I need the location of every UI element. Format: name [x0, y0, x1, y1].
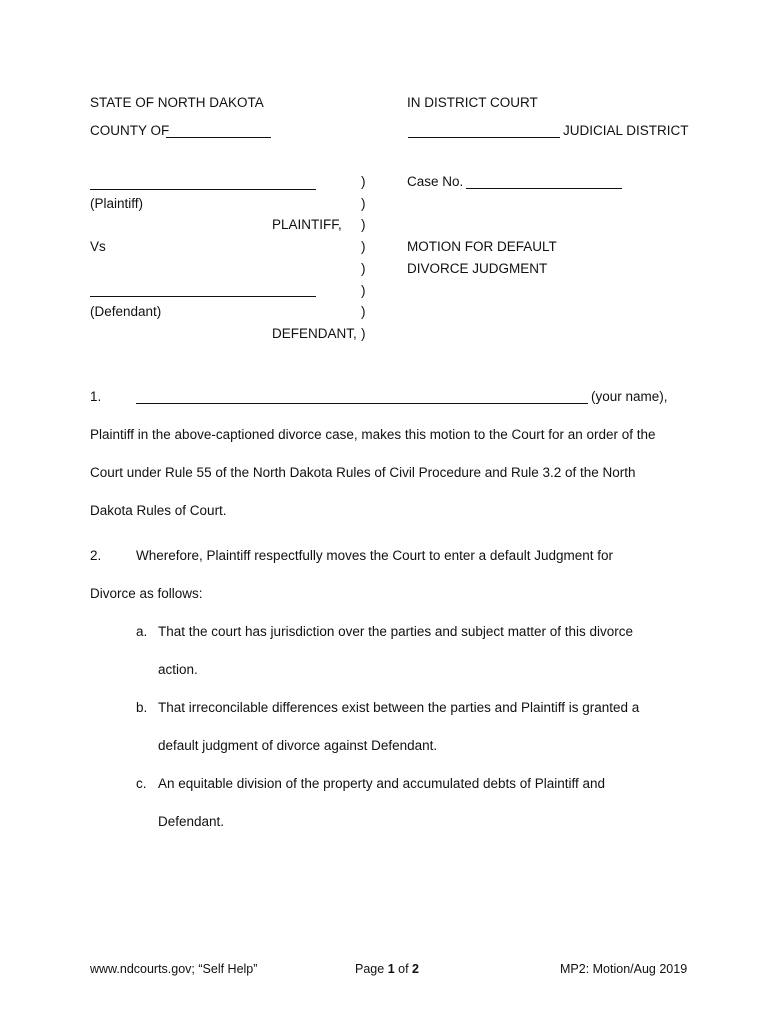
- plaintiff-name-input[interactable]: [90, 189, 316, 190]
- list-item-line: default judgment of divorce against Defendant.: [158, 738, 438, 753]
- paragraph-1-line3: Dakota Rules of Court.: [90, 503, 227, 518]
- state-name: STATE OF NORTH DAKOTA: [90, 95, 264, 110]
- versus-label: Vs: [90, 239, 106, 254]
- plaintiff-placeholder: (Plaintiff): [90, 196, 144, 211]
- list-item-marker: c.: [136, 776, 147, 791]
- court-name: IN DISTRICT COURT: [407, 95, 538, 110]
- paragraph-2-line1: Wherefore, Plaintiff respectfully moves the Court to enter a default Judgment for: [136, 548, 613, 563]
- caption-paren: ): [361, 261, 366, 276]
- county-input[interactable]: [166, 137, 271, 138]
- paragraph-1-line2: Court under Rule 55 of the North Dakota Rules of Civil Procedure and Rule 3.2 of the North: [90, 465, 636, 480]
- footer-form-id: MP2: Motion/Aug 2019: [560, 962, 688, 976]
- county-label: COUNTY OF: [90, 123, 170, 138]
- list-item-marker: b.: [136, 700, 148, 715]
- your-name-hint: (your name),: [591, 389, 668, 404]
- case-number-input[interactable]: [466, 188, 622, 189]
- paragraph-2-line2: Divorce as follows:: [90, 586, 203, 601]
- motion-title-line1: MOTION FOR DEFAULT: [407, 239, 557, 254]
- defendant-placeholder: (Defendant): [90, 304, 162, 319]
- caption-paren: ): [361, 239, 366, 254]
- caption-paren: ): [361, 174, 366, 189]
- paragraph-1-number: 1.: [90, 389, 102, 404]
- list-item-line: That the court has jurisdiction over the parties and subject matter of this divorce: [158, 624, 633, 639]
- judicial-district-label: JUDICIAL DISTRICT: [563, 123, 689, 138]
- page-of: of: [398, 962, 409, 976]
- defendant-name-input[interactable]: [90, 296, 316, 297]
- list-item-line: action.: [158, 662, 198, 677]
- caption-paren: ): [361, 304, 366, 319]
- list-item-line: An equitable division of the property and accumulated debts of Plaintiff and: [158, 776, 606, 791]
- judicial-district-input[interactable]: [408, 137, 560, 138]
- paragraph-2-number: 2.: [90, 548, 102, 563]
- list-item-marker: a.: [136, 624, 148, 639]
- list-item-line: Defendant.: [158, 814, 225, 829]
- page-total: 2: [412, 962, 419, 976]
- paragraph-1-line1: Plaintiff in the above-captioned divorce case, makes this motion to the Court for an order of the: [90, 427, 656, 442]
- caption-paren: ): [361, 196, 366, 211]
- caption-paren: ): [361, 283, 366, 298]
- plaintiff-label: PLAINTIFF,: [272, 217, 342, 232]
- case-number-label: Case No.: [407, 174, 464, 189]
- caption-paren: ): [361, 326, 366, 341]
- footer-page-number: [355, 961, 419, 977]
- page-current: 1: [387, 962, 395, 976]
- defendant-label: DEFENDANT,: [272, 326, 357, 341]
- motion-title-line2: DIVORCE JUDGMENT: [407, 261, 548, 276]
- list-item-line: That irreconcilable differences exist between the parties and Plaintiff is granted a: [158, 700, 640, 715]
- footer-website: www.ndcourts.gov; “Self Help”: [90, 962, 258, 976]
- your-name-input[interactable]: [136, 403, 588, 404]
- page-word: Page: [355, 962, 385, 976]
- caption-paren: ): [361, 217, 366, 232]
